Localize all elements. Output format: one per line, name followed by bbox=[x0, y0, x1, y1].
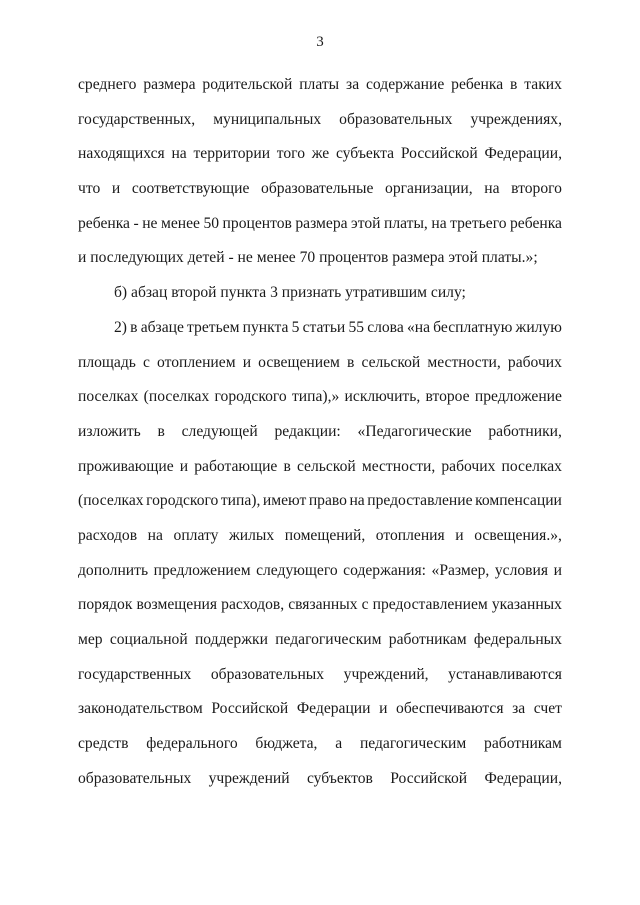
word: в bbox=[346, 353, 355, 371]
word: на bbox=[171, 145, 187, 163]
word: работникам bbox=[388, 631, 467, 648]
word: отоплением bbox=[157, 353, 236, 371]
word: «Педагогические bbox=[357, 422, 472, 440]
word: изложить bbox=[78, 422, 141, 440]
word: статьи bbox=[302, 318, 346, 336]
word: городского bbox=[146, 492, 219, 510]
word: слова bbox=[367, 318, 404, 336]
word: таких bbox=[524, 76, 562, 93]
word: устанавливаются bbox=[448, 665, 562, 683]
word: средств bbox=[78, 735, 129, 753]
word: предложением bbox=[153, 561, 251, 579]
word: учреждений, bbox=[343, 665, 429, 683]
word: рабочих bbox=[441, 457, 496, 475]
word: типа), bbox=[220, 492, 261, 510]
word: соответствующие bbox=[131, 180, 250, 198]
word: проживающие bbox=[78, 457, 174, 475]
word: педагогическим bbox=[359, 735, 467, 753]
text-line bbox=[78, 421, 562, 456]
text-line bbox=[78, 74, 562, 109]
word: среднего bbox=[78, 76, 137, 93]
word: (поселках bbox=[78, 492, 144, 510]
word: пункта bbox=[242, 318, 289, 336]
word: и bbox=[242, 353, 252, 371]
word: размера bbox=[143, 76, 196, 93]
word: счет bbox=[533, 700, 562, 718]
text-line: и последующих детей - не менее 70 процентов размера этой платы.»; bbox=[78, 249, 538, 267]
word: Российской bbox=[211, 700, 289, 718]
word: того bbox=[276, 145, 305, 163]
word: обеспечиваются bbox=[396, 700, 504, 718]
word: платы, bbox=[384, 214, 428, 232]
word: 5 bbox=[291, 318, 300, 336]
word: размера bbox=[295, 214, 348, 232]
word: ребенка bbox=[78, 214, 130, 232]
word: ребенка bbox=[510, 214, 562, 232]
text-line bbox=[78, 733, 562, 768]
word: (поселках bbox=[143, 388, 210, 406]
word: федеральных bbox=[473, 631, 562, 648]
word: порядок bbox=[78, 596, 133, 614]
word: и bbox=[379, 700, 388, 718]
word: федерального bbox=[146, 735, 238, 753]
word: же bbox=[311, 145, 330, 163]
word: работники, bbox=[488, 422, 562, 440]
word: площадь bbox=[78, 353, 136, 371]
word: возмещения bbox=[136, 596, 218, 614]
word: что bbox=[78, 180, 101, 198]
word: Федерации bbox=[296, 700, 371, 718]
text-line bbox=[78, 768, 562, 803]
word: учреждений bbox=[208, 769, 290, 787]
word: территории bbox=[193, 145, 271, 163]
text-line bbox=[78, 456, 562, 491]
word: городского bbox=[214, 388, 287, 406]
word: помещений, bbox=[284, 526, 366, 544]
text-line bbox=[78, 525, 562, 560]
word: образовательных bbox=[339, 110, 453, 128]
word: на bbox=[484, 180, 500, 198]
word: типа),» bbox=[291, 388, 340, 406]
word: государственных bbox=[78, 665, 192, 683]
word: рабочих bbox=[507, 353, 562, 371]
word: «на bbox=[406, 318, 431, 336]
word: находящихся bbox=[78, 145, 165, 163]
word: субъектов bbox=[306, 769, 373, 787]
word: абзаце bbox=[140, 318, 184, 336]
word: образовательных bbox=[210, 665, 325, 683]
word: Федерации, bbox=[484, 145, 562, 163]
word: за bbox=[512, 700, 526, 718]
word: организации, bbox=[385, 180, 473, 198]
text-line bbox=[78, 317, 562, 352]
word: поддержки bbox=[194, 631, 268, 648]
word: работникам bbox=[484, 735, 562, 753]
word: предоставление bbox=[367, 492, 473, 510]
text-line: б) абзац второй пункта 3 признать утратившим силу; bbox=[114, 284, 466, 302]
page-number: 3 bbox=[316, 34, 324, 50]
word: субъекта bbox=[335, 145, 395, 163]
word: местности, bbox=[361, 457, 436, 475]
word: условия bbox=[494, 561, 549, 579]
word: на bbox=[431, 214, 447, 232]
word: сельской bbox=[296, 457, 356, 475]
word: сельской bbox=[361, 353, 421, 371]
word: 2) bbox=[114, 318, 127, 336]
word: следующего bbox=[256, 561, 338, 579]
word: с bbox=[361, 596, 369, 614]
word: предоставлением bbox=[372, 596, 488, 614]
word: освещения.», bbox=[474, 526, 562, 544]
word: дополнить bbox=[78, 561, 149, 579]
word: Российской bbox=[390, 769, 468, 787]
word: законодательством bbox=[78, 700, 203, 718]
word: имеют bbox=[262, 492, 307, 510]
word: - bbox=[133, 214, 139, 232]
word: и bbox=[455, 526, 464, 544]
word: компенсации bbox=[475, 492, 562, 510]
word: местности, bbox=[427, 353, 501, 371]
word: связанных bbox=[288, 596, 358, 614]
word: в bbox=[283, 457, 291, 475]
text-line bbox=[78, 386, 562, 421]
word: в bbox=[130, 318, 138, 336]
word: мер bbox=[78, 631, 103, 648]
word: 50 bbox=[203, 214, 220, 232]
word: содержания: bbox=[343, 561, 426, 579]
word: ребенка bbox=[451, 76, 504, 93]
text-line bbox=[78, 560, 562, 595]
word: муниципальных bbox=[213, 110, 322, 128]
text-line bbox=[78, 178, 562, 213]
word: исключить, bbox=[344, 388, 421, 406]
word: с bbox=[143, 353, 150, 371]
word: расходов bbox=[78, 526, 138, 544]
text-line bbox=[78, 490, 562, 525]
word: бюджета, bbox=[255, 735, 318, 753]
word: третьего bbox=[450, 214, 507, 232]
text-line bbox=[78, 594, 562, 629]
word: в bbox=[157, 422, 165, 440]
word: оплату bbox=[173, 526, 219, 544]
word: социальной bbox=[109, 631, 188, 648]
word: на bbox=[147, 526, 163, 544]
word: расходов, bbox=[221, 596, 285, 614]
word: освещением bbox=[258, 353, 340, 371]
text-line bbox=[78, 629, 562, 664]
word: право bbox=[308, 492, 347, 510]
word: третьем bbox=[187, 318, 240, 336]
word: и bbox=[111, 180, 121, 198]
word: в bbox=[510, 76, 518, 93]
word: родительской bbox=[202, 76, 293, 93]
word: образовательных bbox=[78, 769, 192, 787]
word: менее bbox=[160, 214, 200, 232]
word: отопления bbox=[375, 526, 445, 544]
word: платы bbox=[299, 76, 340, 93]
word: жилых bbox=[228, 526, 275, 544]
text-line bbox=[78, 143, 562, 178]
word: не bbox=[142, 214, 158, 232]
word: и bbox=[553, 561, 562, 579]
text-line bbox=[78, 698, 562, 733]
word: «Размер, bbox=[431, 561, 490, 579]
word: Федерации, bbox=[484, 769, 562, 787]
word: второго bbox=[511, 180, 562, 198]
word: образовательные bbox=[261, 180, 374, 198]
word: Российской bbox=[400, 145, 478, 163]
document-body bbox=[78, 74, 562, 802]
word: бесплатную bbox=[433, 318, 513, 336]
word: работающие bbox=[194, 457, 278, 475]
word: педагогическим bbox=[275, 631, 382, 648]
text-line bbox=[78, 213, 562, 248]
word: указанных bbox=[491, 596, 562, 614]
word: жилую bbox=[515, 318, 562, 336]
word: поселках bbox=[501, 457, 562, 475]
word: редакции: bbox=[274, 422, 341, 440]
word: предложение bbox=[474, 388, 562, 406]
word: и bbox=[179, 457, 189, 475]
word: 55 bbox=[348, 318, 365, 336]
word: государственных, bbox=[78, 110, 196, 128]
text-line bbox=[78, 664, 562, 699]
text-line bbox=[78, 352, 562, 387]
word: следующей bbox=[181, 422, 258, 440]
word: процентов bbox=[222, 214, 292, 232]
word: учреждениях, bbox=[470, 110, 562, 128]
word: за bbox=[346, 76, 360, 93]
word: второе bbox=[425, 388, 470, 406]
word: на bbox=[349, 492, 365, 510]
word: поселках bbox=[78, 388, 139, 406]
word: содержание bbox=[366, 76, 445, 93]
word: этой bbox=[351, 214, 381, 232]
text-line bbox=[78, 109, 562, 144]
word: а bbox=[335, 735, 343, 753]
